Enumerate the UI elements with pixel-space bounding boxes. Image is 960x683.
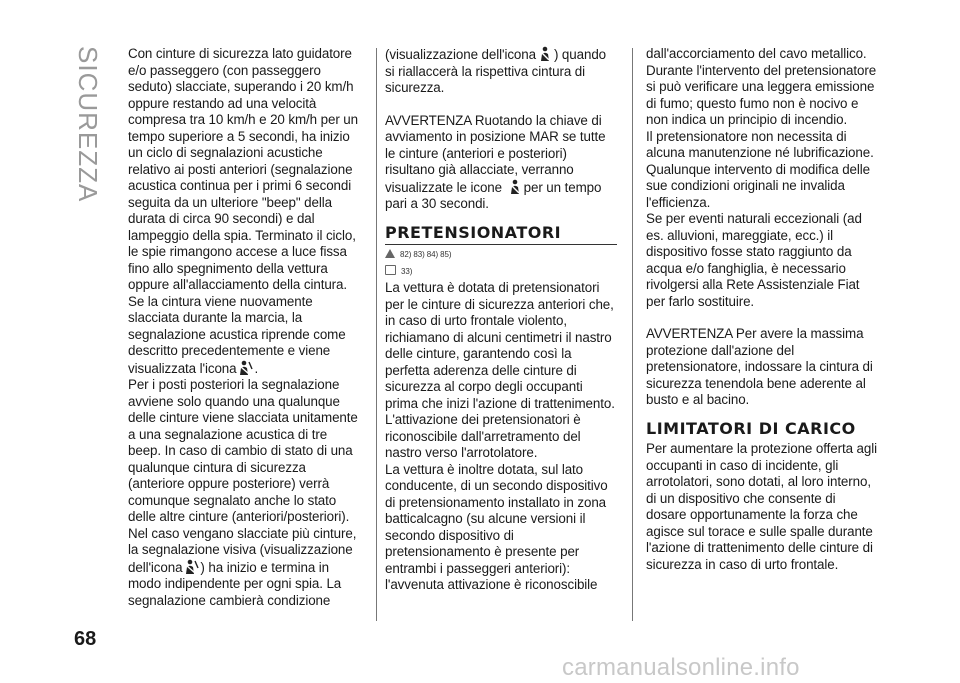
paragraph: AVVERTENZA Ruotando la chiave di avviamento in posizione MAR se tutte le cinture (anteriori e posteriori) risultano già allacciate, verranno visualizzate le icone per un tempo pari a 30 secondi.	[385, 112, 606, 211]
paragraph: dall'accorciamento del cavo metallico.	[646, 46, 867, 61]
paragraph: La vettura è inoltre dotata, sul lato conducente, di un secondo dispositivo di pretensionamento installato in zona batticalcagno (su alcune versioni il secondo dispositivo di pretensionamento è presente per entrambi i passeggeri anteriori): l'avvenuta attivazione è riconoscibile	[385, 461, 608, 592]
paragraph: Per i posti posteriori la segnalazione avviene solo quando una qualunque delle cinture viene slacciata unitamente a una segnalazione acustica di tre beep. In caso di cambio di stato di una qualunque cintura di sicurezza (anteriore oppure posteriore) verrà comunque segnalato anche lo stato delle altre cinture (anteriori/posteriori). Nel caso vengano slacciate più cinture, la segnalazione visiva (visualizzazione dell'icona ) ha inizio e termina in modo indipendente per ogni spia. La segnalazione cambierà condizione	[128, 377, 358, 608]
paragraph: La vettura è dotata di pretensionatori per le cinture di sicurezza anteriori che, in caso di urto frontale violento, richiamano di alcuni centimetri il nastro delle cinture, garantendo così la perfetta aderenza delle cinture di sicurezza al corpo degli occupanti prima che inizi l'azione di trattenimento.	[385, 280, 615, 411]
seatbelt-warning-icon	[236, 360, 254, 376]
paragraph: L'attivazione dei pretensionatori è riconoscibile dall'arretramento del nastro verso l'arrotolatore.	[385, 412, 581, 460]
seatbelt-fastened-icon	[506, 179, 524, 195]
text-column-3	[646, 46, 878, 573]
warning-references: 82) 83) 84) 85)	[385, 249, 617, 261]
paragraph: Durante l'intervento del pretensionatore si può verificare una leggera emissione di fumo; questo fumo non è nocivo e non indica un principio di incendio.	[646, 62, 877, 127]
paragraph: Con cinture di sicurezza lato guidatore e/o passeggero (con passeggero seduto) slacciate, superando i 20 km/h oppure restando ad una velocità compresa tra 10 km/h e 20 km/h per un tempo superiore a 5 secondi, ha inizio un ciclo di segnalazioni acustiche relativo ai posti anteriori (segnalazione acustica continua per i primi 6 secondi seguita da un ulteriore "beep" della durata di circa 90 secondi) e dal lampeggio della spia. Terminato il ciclo, le spie rimangono accese a luce fissa fino allo spegnimento della vettura oppure all'allacciamento della cintura. Se la cintura viene nuovamente slacciata durante la marcia, la segnalazione acustica riprende come descritto precedentemente e viene visualizzata l'icona .	[128, 46, 359, 376]
paragraph: (visualizzazione dell'icona ) quando si riallaccerà la rispettiva cintura di sicurezza.	[385, 47, 607, 95]
warning-triangle-icon	[385, 249, 395, 258]
page-number: 68	[74, 628, 97, 650]
seatbelt-fastened-icon	[536, 46, 554, 62]
paragraph: Per aumentare la protezione offerta agli occupanti in caso di incidente, gli arrotolatori, sono dotati, al loro interno, di un dispositivo che consente di dosare opportunamente la forza che agisce sul torace e sulle spalle durante l'azione di trattenimento delle cinture di sicurezza in caso di urto frontale.	[646, 441, 877, 572]
watermark: carmanualsonline.info	[562, 654, 800, 681]
text-column-2	[385, 46, 617, 594]
column-divider	[376, 48, 377, 621]
paragraph: AVVERTENZA Per avere la massima protezione dall'azione del pretensionatore, indossare la cintura di sicurezza tenendola bene aderente al busto e al bacino.	[646, 326, 873, 407]
seatbelt-warning-icon	[182, 559, 200, 575]
paragraph: Se per eventi naturali eccezionali (ad es. alluvioni, mareggiate, ecc.) il dispositivo fosse stato raggiunto da acqua e/o fanghiglia, è necessario rivolgersi alla Rete Assistenziale Fiat per farlo sostituire.	[646, 211, 862, 309]
book-icon	[385, 265, 396, 275]
paragraph: Il pretensionatore non necessita di alcuna manutenzione né lubrificazione. Qualunque intervento di modifica delle sue condizioni originali ne invalida l'efficienza.	[646, 128, 874, 210]
section-heading: PRETENSIONATORI	[385, 225, 617, 246]
section-title: SICUREZZA	[73, 46, 103, 203]
text-column-1	[128, 46, 360, 609]
section-heading: LIMITATORI DI CARICO	[646, 418, 856, 438]
column-divider	[632, 48, 633, 621]
note-references: 33)	[385, 265, 617, 278]
